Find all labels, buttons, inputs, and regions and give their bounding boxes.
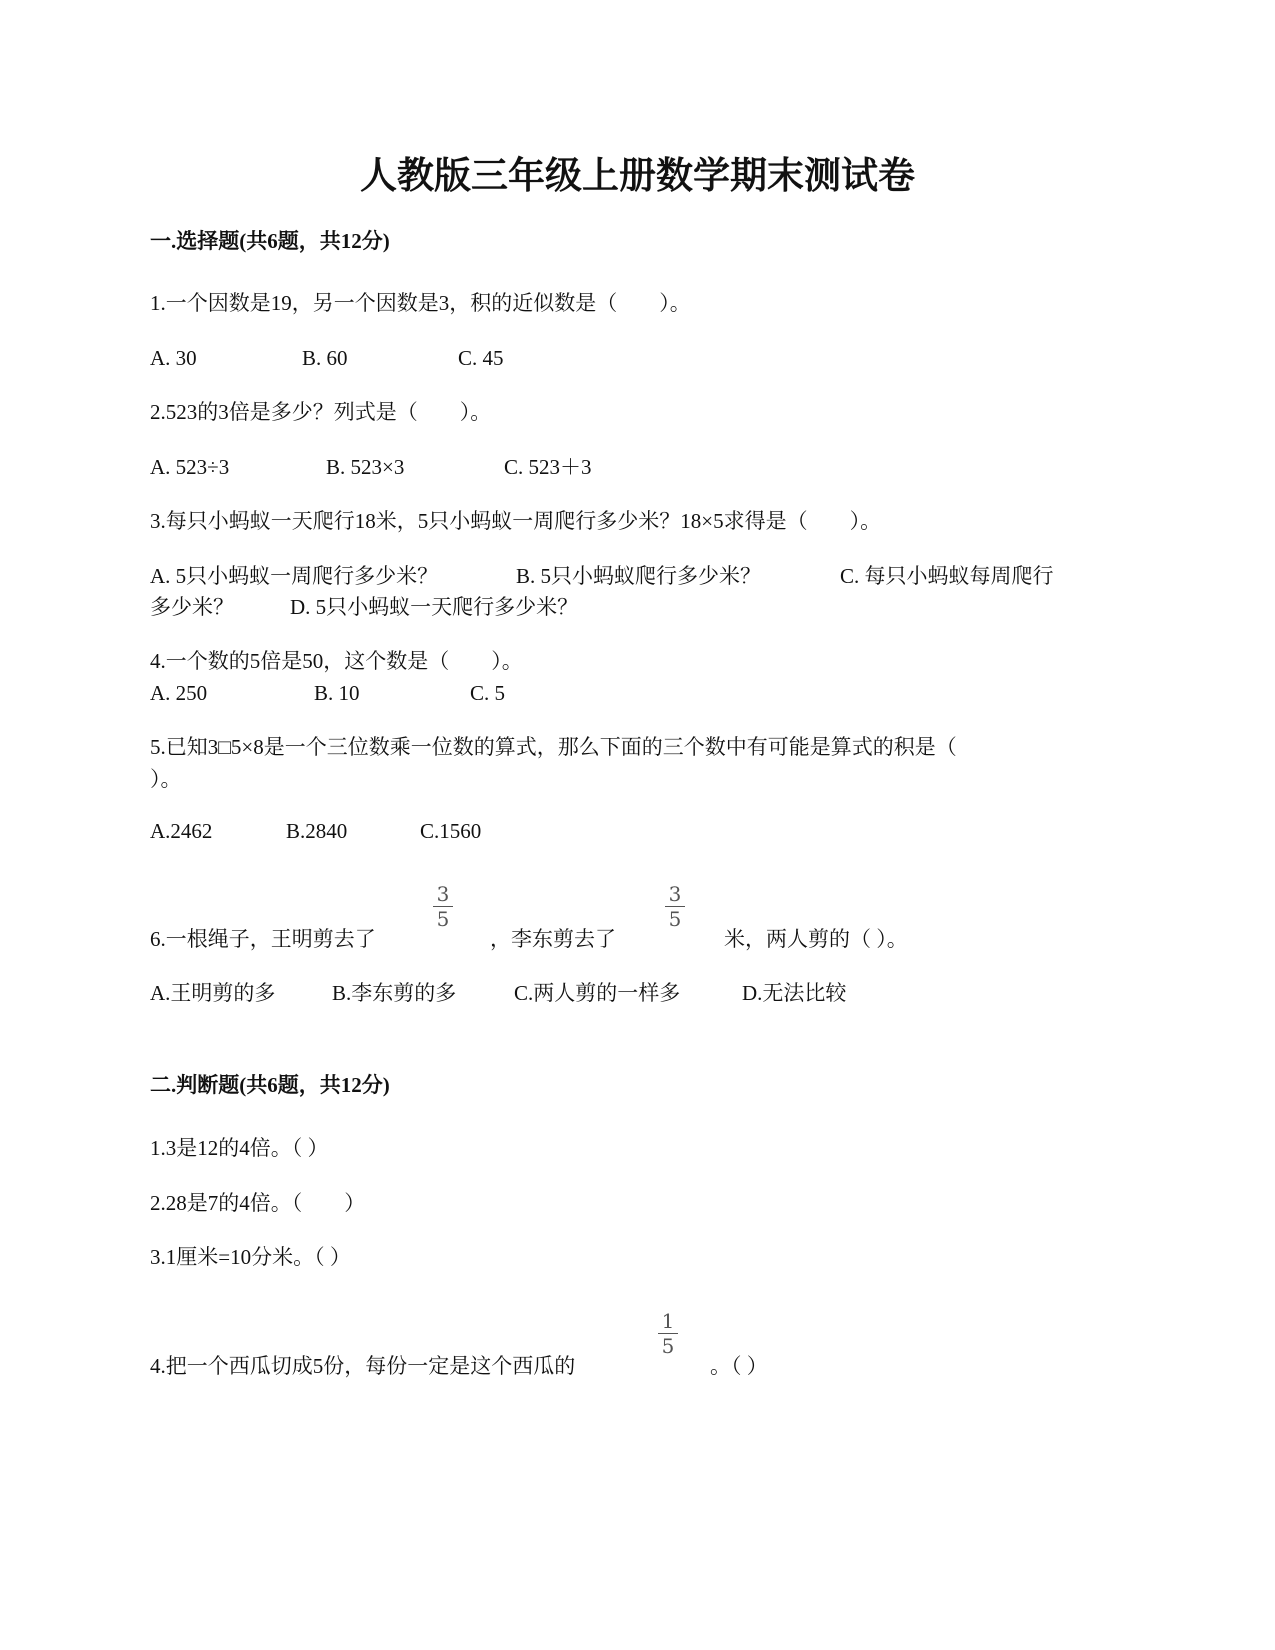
option-d: D. 5只小蚂蚁一天爬行多少米？ xyxy=(290,595,579,619)
fraction-3-5-second xyxy=(663,883,687,930)
question-3-options-row1 xyxy=(150,561,1090,591)
judgement-question-4 xyxy=(150,1351,1050,1381)
fraction-denominator: 5 xyxy=(436,907,450,931)
question-4-options xyxy=(150,678,950,708)
question-6-part1: 6.一根绳子，王明剪去了 xyxy=(150,927,376,951)
option-a: A. 523÷3 xyxy=(150,455,230,479)
question-3-options-row2 xyxy=(150,592,950,622)
judgement-question-4-part2: 。（ ） xyxy=(710,1354,768,1378)
fraction-3-5-first xyxy=(431,883,455,930)
section-heading-judgement: 二.判断题(共6题，共12分) xyxy=(150,1073,390,1097)
option-b: B. 60 xyxy=(302,346,348,370)
question-2-stem: 2.523的3倍是多少？列式是（ ）。 xyxy=(150,400,492,424)
page-title: 人教版三年级上册数学期末测试卷 xyxy=(360,153,915,197)
question-2-options xyxy=(150,452,950,482)
question-6-stem xyxy=(150,924,1110,954)
fraction-denominator: 5 xyxy=(668,907,682,931)
option-a: A.2462 xyxy=(150,819,213,843)
option-a: A. 5只小蚂蚁一周爬行多少米？ xyxy=(150,564,439,588)
option-c-continued: 多少米？ xyxy=(150,595,234,619)
option-a: A. 30 xyxy=(150,346,197,370)
option-c: C.1560 xyxy=(420,819,482,843)
section-heading-choice: 一.选择题(共6题，共12分) xyxy=(150,229,390,253)
judgement-question-1: 1.3是12的4倍。（ ） xyxy=(150,1136,329,1160)
judgement-question-2: 2.28是7的4倍。（ ） xyxy=(150,1191,366,1215)
option-c: C. 5 xyxy=(470,681,506,705)
fraction-denominator: 5 xyxy=(661,1334,675,1358)
question-4-stem: 4.一个数的5倍是50，这个数是（ ）。 xyxy=(150,649,523,673)
option-b: B. 523×3 xyxy=(326,455,405,479)
judgement-question-4-part1: 4.把一个西瓜切成5份，每份一定是这个西瓜的 xyxy=(150,1354,576,1378)
question-5-stem-end: ）。 xyxy=(150,767,182,791)
option-c: C. 523＋3 xyxy=(504,455,592,479)
option-b: B.2840 xyxy=(286,819,348,843)
option-b: B. 10 xyxy=(314,681,360,705)
fraction-numerator: 1 xyxy=(661,1309,675,1333)
question-6-part2: ，李东剪去了 xyxy=(490,927,616,951)
judgement-question-3: 3.1厘米=10分米。（ ） xyxy=(150,1245,351,1269)
fraction-numerator: 3 xyxy=(668,882,682,906)
fraction-1-5 xyxy=(656,1310,680,1357)
option-b: B.李东剪的多 xyxy=(332,981,457,1005)
option-c: C. 每只小蚂蚁每周爬行 xyxy=(840,564,1054,588)
option-b: B. 5只小蚂蚁爬行多少米？ xyxy=(516,564,762,588)
option-d: D.无法比较 xyxy=(742,981,847,1005)
question-5-stem: 5.已知3□5×8是一个三位数乘一位数的算式，那么下面的三个数中有可能是算式的积是（ xyxy=(150,735,957,759)
option-a: A. 250 xyxy=(150,681,208,705)
question-6-options xyxy=(150,978,1050,1008)
question-3-stem: 3.每只小蚂蚁一天爬行18米，5只小蚂蚁一周爬行多少米？18×5求得是（ ）。 xyxy=(150,509,882,533)
fraction-numerator: 3 xyxy=(436,882,450,906)
option-c: C.两人剪的一样多 xyxy=(514,981,681,1005)
question-5-options xyxy=(150,816,950,846)
option-c: C. 45 xyxy=(458,346,504,370)
option-a: A.王明剪的多 xyxy=(150,981,276,1005)
question-1-stem: 1.一个因数是19，另一个因数是3，积的近似数是（ ）。 xyxy=(150,291,691,315)
question-6-part3: 米，两人剪的（ ）。 xyxy=(724,927,908,951)
question-1-options xyxy=(150,343,950,373)
